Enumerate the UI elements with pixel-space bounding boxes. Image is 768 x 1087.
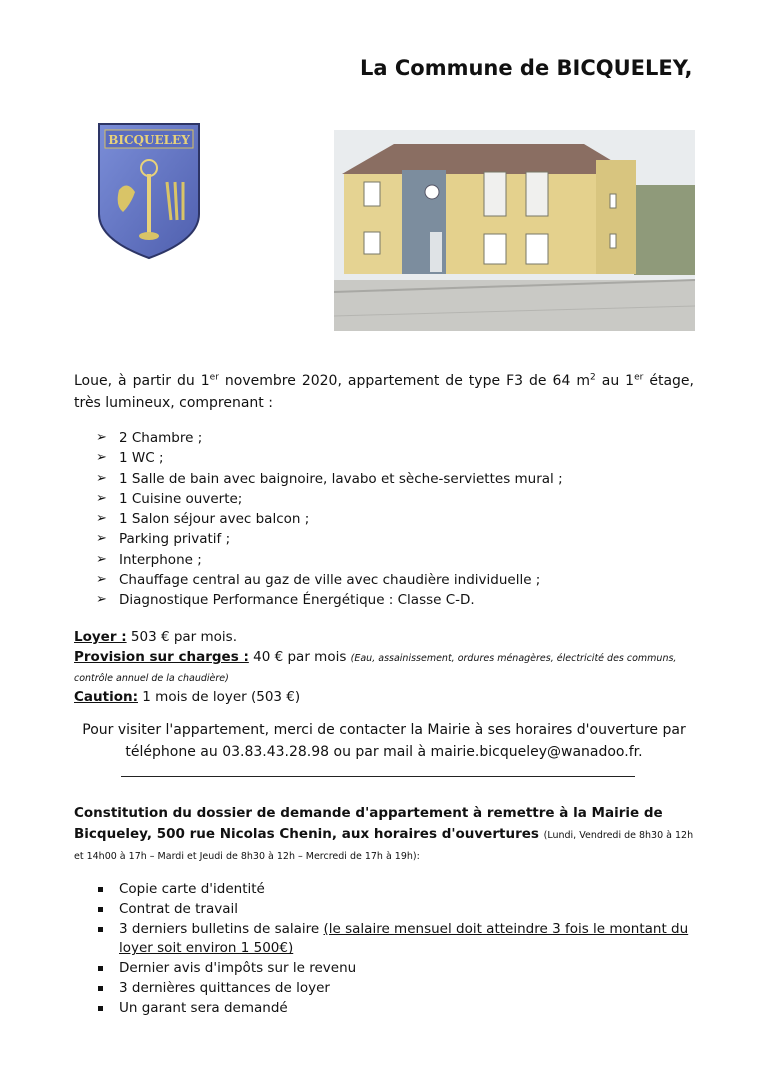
page-title: La Commune de BICQUELEY, [360, 56, 693, 80]
list-item: ➢ Interphone ; [96, 550, 563, 570]
arrow-bullet-icon: ➢ [96, 572, 107, 588]
arrow-bullet-icon: ➢ [96, 430, 107, 445]
divider [121, 776, 635, 777]
square-bullet-icon [98, 907, 103, 912]
village-crest [97, 122, 201, 260]
visit-info: Pour visiter l'appartement, merci de contacter la Mairie à ses horaires d'ouverture par téléphone au 03.83.43.28.98 ou par mail à mairie.bicqueley@wanadoo.fr. [82, 722, 686, 760]
square-bullet-icon [98, 966, 103, 971]
list-item: 3 derniers bulletins de salaire (le salaire mensuel doit atteindre 3 fois le montant du loyer soit environ 1 500€) [96, 920, 696, 960]
loyer-value: 503 € par mois. [126, 629, 237, 645]
arrow-bullet-icon: ➢ [96, 511, 107, 527]
features-list [96, 428, 563, 611]
rent-line [74, 627, 704, 647]
list-item: Copie carte d'identité [96, 880, 696, 900]
list-item: ➢ 1 Salle de bain avec baignoire, lavabo et sèche-serviettes mural ; [96, 469, 563, 489]
list-item: ➢ Diagnostique Performance Énergétique : Classe C-D. [96, 590, 563, 610]
caution-value: 1 mois de loyer (503 €) [138, 689, 301, 705]
square-bullet-icon [98, 1006, 103, 1011]
arrow-bullet-icon: ➢ [96, 450, 107, 466]
square-bullet-icon [98, 927, 103, 932]
caution-label: Caution: [74, 689, 138, 705]
documents-list [96, 880, 696, 1019]
square-bullet-icon [98, 986, 103, 991]
provision-detail: (Eau, assainissement, ordures ménagères, électricité des communs, contrôle annuel de la chaudière) [74, 653, 677, 684]
list-item: ➢ 2 Chambre ; [96, 428, 563, 448]
list-item: Contrat de travail [96, 900, 696, 920]
intro-paragraph: Loue, à partir du 1er novembre 2020, appartement de type F3 de 64 $m^2$ au 1er étage, très lumineux, comprenant : [74, 372, 694, 411]
provision-label: Provision sur charges : [74, 649, 249, 665]
arrow-bullet-icon: ➢ [96, 490, 107, 506]
arrow-bullet-icon: ➢ [96, 551, 107, 567]
list-item: 3 dernières quittances de loyer [96, 979, 696, 999]
list-item: Dernier avis d'impôts sur le revenu [96, 959, 696, 979]
square-bullet-icon [98, 887, 103, 892]
list-item: ➢ 1 WC ; [96, 448, 563, 468]
list-item: ➢ 1 Salon séjour avec balcon ; [96, 509, 563, 529]
list-item: ➢ 1 Cuisine ouverte; [96, 489, 563, 509]
list-item: ➢ Chauffage central au gaz de ville avec chaudière individuelle ; [96, 570, 563, 590]
rent-info [74, 627, 704, 707]
dossier-heading: Constitution du dossier de demande d'appartement à remettre à la Mairie de Bicqueley, 500 rue Nicolas Chenin, aux horaires d'ouvertures (Lundi, Vendredi de 8h30 à 12h et 14h00 à 17h – Mardi et Jeudi de 8h30 à 12h – Mercredi de 17h à 19h): [74, 805, 694, 862]
provision-line [74, 647, 704, 687]
arrow-bullet-icon: ➢ [96, 470, 107, 486]
provision-value: 40 € par mois [248, 649, 351, 665]
crest-text: BICQUELEY [108, 133, 190, 147]
building-photo [334, 130, 695, 331]
caution-line [74, 687, 704, 707]
list-item: ➢ Parking privatif ; [96, 529, 563, 549]
opening-hours: (Lundi, Vendredi de 8h30 à 12h et 14h00 à 17h – Mardi et Jeudi de 8h30 à 12h – Mercredi de 17h à 19h): [74, 830, 694, 862]
salary-requirement: (le salaire mensuel doit atteindre 3 fois le montant du loyer soit environ 1 500€) [119, 920, 689, 957]
loyer-label: Loyer : [74, 629, 127, 645]
arrow-bullet-icon: ➢ [96, 531, 107, 547]
arrow-bullet-icon: ➢ [96, 592, 107, 608]
list-item: Un garant sera demandé [96, 999, 696, 1019]
